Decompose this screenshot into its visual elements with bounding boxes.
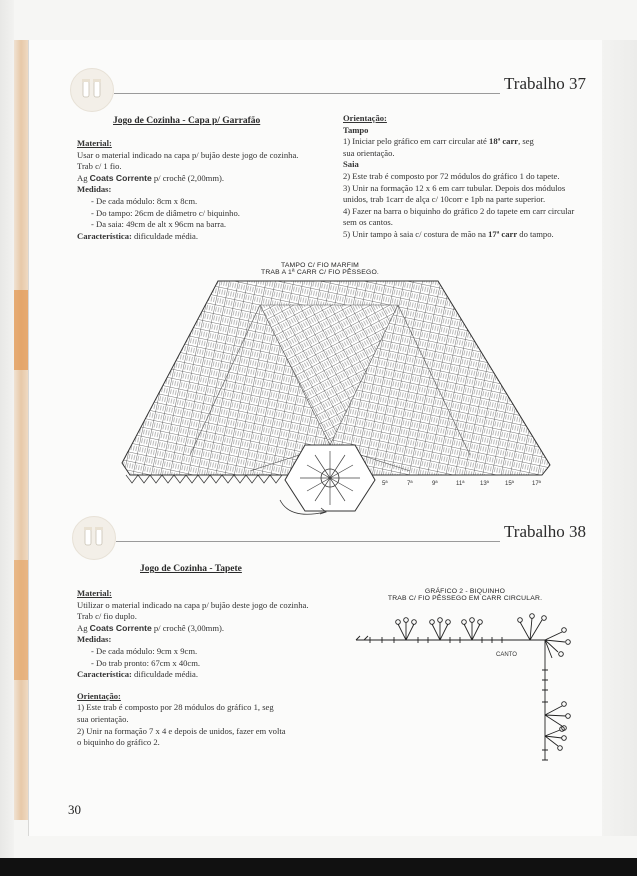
medidas-line: - Da saia: 49cm de alt x 96cm na barra. [91,219,227,230]
orientacao-step: 1) Este trab é composto por 28 módulos do gráfico 1, seg [77,702,274,713]
caracteristica-label: Característica: [77,230,132,241]
row-label: 15ª [505,481,514,487]
saia-label: Saia [343,159,359,170]
adjacent-page-strip [14,40,28,820]
trabalho-38-title: Jogo de Cozinha - Tapete [140,564,242,574]
medidas-line: - De cada módulo: 9cm x 9cm. [91,645,198,656]
trabalho-38-heading: Trabalho 38 [504,522,587,541]
trabalho-37-heading: Trabalho 37 [504,74,587,93]
material-line: Utilizar o material indicado na capa p/ bujão deste jogo de cozinha. [77,599,309,610]
chart1-caption [240,262,400,276]
row-label: 9ª [432,481,438,487]
saia-step: unidos, trab 1carr de alça c/ 10corr e 1pb na parte superior. [343,194,546,205]
row-label: 11ª [456,481,465,487]
material-line: Usar o material indicado na capa p/ bujão deste jogo de cozinha. [77,149,299,160]
heading-rule [116,541,500,542]
chart2-caption-line: GRÁFICO 2 - BIQUINHO [424,588,506,595]
chart1-row-labels [382,481,552,491]
row-label: 5ª [382,481,388,487]
saia-step: 2) Este trab é composto por 72 módulos do gráfico 1 do tapete. [343,170,560,181]
page-number: 30 [68,802,81,817]
medidas-line: - Do trab pronto: 67cm x 40cm. [91,657,201,668]
ag-brand: Coats Corrente [89,172,152,183]
saia-step: 4) Fazer na barra o biquinho do gráfico 2 do tapete em carr circular [343,205,575,216]
ag-brand: Coats Corrente [89,622,152,633]
trabalho-37-orientacao [343,113,605,241]
biquinho-crochet-chart [340,610,580,775]
canto-label: CANTO [496,652,517,658]
tampo-step-end: , seg [518,136,534,147]
tampo-row: 18ª carr [489,136,519,147]
heading-rule [114,93,500,94]
thread-spools-icon [70,68,114,112]
thread-spools-icon [72,516,116,560]
material-label: Material: [77,138,112,148]
caracteristica-value: dificuldade média. [131,669,198,680]
orientacao-step: o biquinho do gráfico 2. [77,737,160,748]
saia-step-end: do tampo. [517,228,554,239]
scan-margin-right [602,40,637,836]
chart2-caption [380,588,550,602]
material-line: Trab c/ fio duplo. [77,611,137,622]
caracteristica-label: Característica: [77,669,132,680]
orientacao-step: sua orientação. [77,713,129,724]
saia-step: 5) Unir tampo à saia c/ costura de mão na [343,228,489,239]
medidas-line: - Do tampo: 26cm de diâmetro c/ biquinho. [91,207,240,218]
medidas-line: - De cada módulo: 8cm x 8cm. [91,195,198,206]
ag-suffix: p/ crochê (3,00mm). [151,622,225,633]
material-line: Trab c/ 1 fio. [77,161,122,172]
row-label: 13ª [480,481,489,487]
chart1-caption-line: TRAB A 1ª CARR C/ FIO PÊSSEGO. [260,269,380,276]
tampo-crochet-chart [120,275,560,530]
medidas-label: Medidas: [77,634,112,645]
trabalho-37-title: Jogo de Cozinha - Capa p/ Garrafão [113,116,261,126]
saia-step: 3) Unir na formação 12 x 6 em carr tubular. Depois dos módulos [343,182,566,193]
chart2-caption-line: TRAB C/ FIO PÊSSEGO EM CARR CIRCULAR. [387,595,543,602]
orientacao-step: 2) Unir na formação 7 x 4 e depois de unidos, fazer em volta [77,725,286,736]
material-label: Material: [77,588,112,598]
medidas-label: Medidas: [77,184,112,195]
orientacao-label: Orientação: [77,690,121,701]
saia-step: sem os cantos. [343,217,393,228]
saia-row: 17ª carr [488,228,518,239]
tampo-step: 1) Iniciar pelo gráfico em carr circular até [343,136,490,147]
ag-prefix: Ag [77,172,90,183]
row-label: 7ª [407,481,413,487]
scan-margin-left [0,0,14,876]
ag-suffix: p/ crochê (2,00mm). [151,172,225,183]
ag-prefix: Ag [77,622,90,633]
trabalho-37-materials [77,138,339,242]
caracteristica-value: dificuldade média. [131,230,198,241]
chart1-caption-line: TAMPO C/ FIO MARFIM [280,262,360,269]
orientacao-label: Orientação: [343,113,387,123]
row-label: 17ª [532,481,541,487]
trabalho-38-materials [77,588,339,749]
scan-bottom-edge [0,858,637,876]
tampo-step-cont: sua orientação. [343,147,395,158]
tampo-label: Tampo [343,124,369,135]
